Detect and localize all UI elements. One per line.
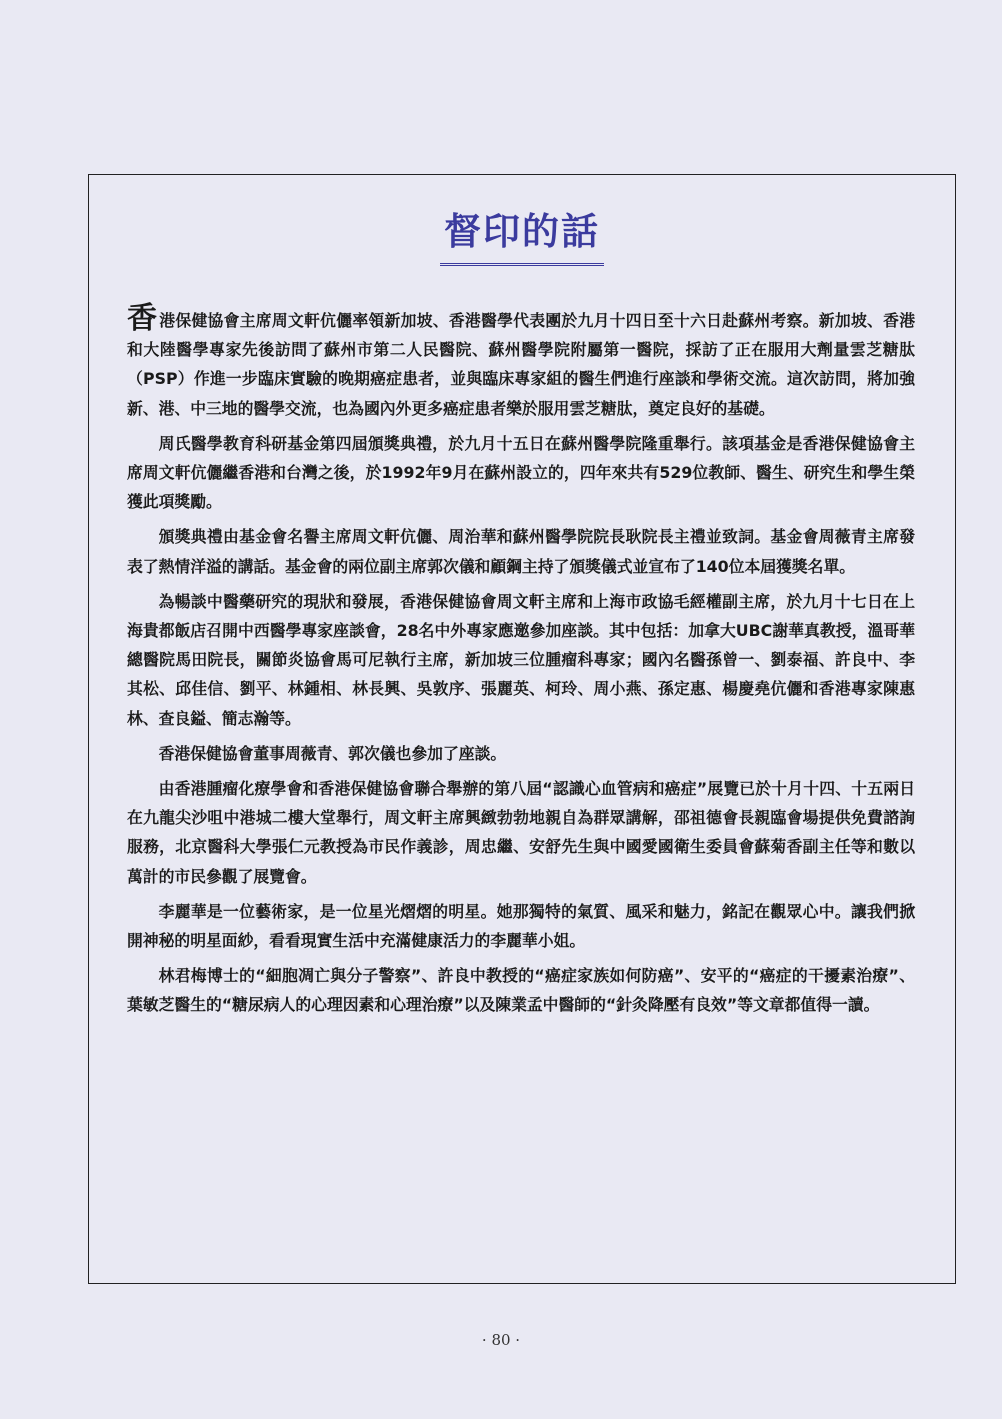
title-wrap xyxy=(89,201,955,266)
paragraph-4: 為暢談中醫藥研究的現狀和發展，香港保健協會周文軒主席和上海市政協毛經權副主席，於九月十七日在上海貴都飯店召開中西醫學專家座談會，28名中外專家應邀參加座談。其中包括：加拿大UBC謝華真教授，溫哥華總醫院馬田院長，關節炎協會馬可尼執行主席，新加坡三位腫瘤科專家；國內名醫孫曾一、劉泰福、許良中、李其松、邱佳信、劉平、林鍾相、林長興、吳敦序、張麗英、柯玲、周小燕、孫定惠、楊慶堯伉儷和香港專家陳惠林、查良鎰、簡志瀚等。 xyxy=(127,591,915,728)
paragraph-3: 頒獎典禮由基金會名譽主席周文軒伉儷、周治華和蘇州醫學院院長耿院長主禮並致詞。基金會周薇青主席發表了熱情洋溢的講話。基金會的兩位副主席郭次儀和顧鋼主持了頒獎儀式並宣布了140位本屆獲獎名單。 xyxy=(127,527,915,576)
paragraph-6: 由香港腫瘤化療學會和香港保健協會聯合舉辦的第八屆“認識心血管病和癌症”展覽已於十月十四、十五兩日在九龍尖沙咀中港城二樓大堂舉行，周文軒主席興緻勃勃地親自為群眾講解，邵祖德會長親臨會場提供免費諮詢服務，北京醫科大學張仁元教授為市民作義診，周忠繼、安舒先生與中國愛國衛生委員會蘇菊香副主任等和數以萬計的市民參觀了展覽會。 xyxy=(127,779,915,886)
article-body xyxy=(127,301,915,1026)
paragraph-7: 李麗華是一位藝術家，是一位星光熠熠的明星。她那獨特的氣質、風采和魅力，銘記在觀眾心中。讓我們掀開神秘的明星面紗，看看現實生活中充滿健康活力的李麗華小姐。 xyxy=(127,901,915,951)
paragraph-2: 周氏醫學教育科研基金第四屆頒獎典禮，於九月十五日在蘇州醫學院隆重舉行。該項基金是香港保健協會主席周文軒伉儷繼香港和台灣之後，於1992年9月在蘇州設立的，四年來共有529位教師、醫生、研究生和學生榮獲此項獎勵。 xyxy=(127,433,915,512)
paragraph-8: 林君梅博士的“細胞凋亡與分子警察”、許良中教授的“癌症家族如何防癌”、安平的“癌症的干擾素治療”、葉敏芝醫生的“糖尿病人的心理因素和心理治療”以及陳業孟中醫師的“針灸降壓有良效”等文章都值得一讀。 xyxy=(127,966,915,1015)
page-number: · 80 · xyxy=(481,1331,521,1349)
paragraph-1 xyxy=(127,301,915,423)
paragraph-1-text: 港保健協會主席周文軒伉儷率領新加坡、香港醫學代表團於九月十四日至十六日赴蘇州考察。新加坡、香港和大陸醫學專家先後訪問了蘇州市第二人民醫院、蘇州醫學院附屬第一醫院，採訪了正在服用大劑量雲芝糖肽（PSP）作進一步臨床實驗的晚期癌症患者，並與臨床專家組的醫生們進行座談和學術交流。這次訪問，將加強新、港、中三地的醫學交流，也為國內外更多癌症患者樂於服用雲芝糖肽，奠定良好的基礎。 xyxy=(127,311,915,418)
article-frame xyxy=(88,174,956,1284)
drop-cap: 香 xyxy=(127,301,158,336)
page-title: 督印的話 xyxy=(440,201,604,266)
paragraph-5: 香港保健協會董事周薇青、郭次儀也參加了座談。 xyxy=(158,743,507,763)
